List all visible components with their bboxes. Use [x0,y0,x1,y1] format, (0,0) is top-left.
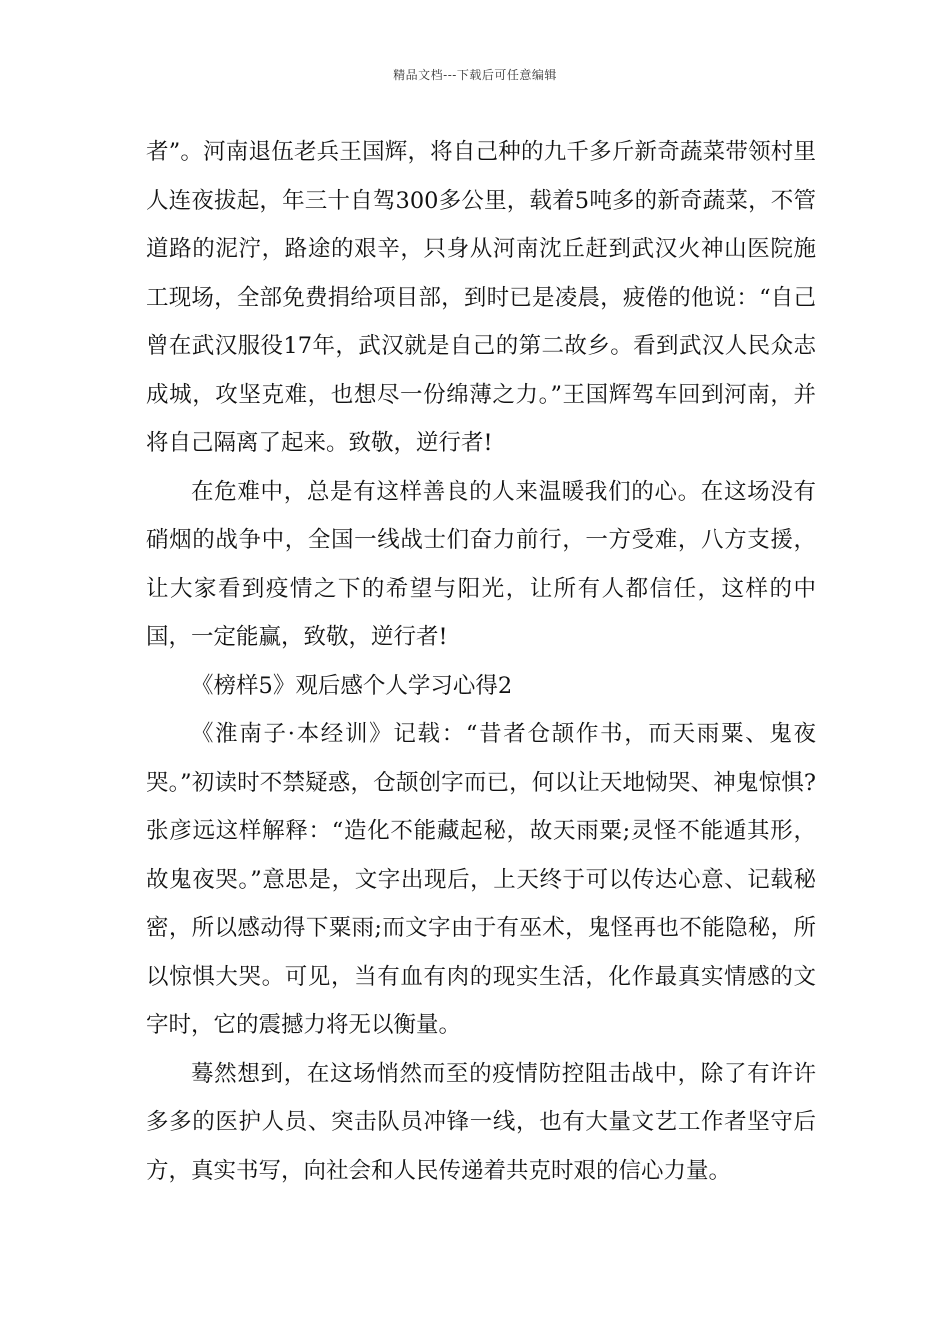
paragraph: 蓦然想到，在这场悄然而至的疫情防控阻击战中，除了有许许多多的医护人员、突击队员冲锋一线，也有大量文艺工作者坚守后方，真实书写，向社会和人民传递着共克时艰的信心力量。 [146,1060,816,1184]
header-note: 精品文档---下载后可任意编辑 [393,68,557,82]
paragraph-continuation: 者”。河南退伍老兵王国辉，将自己种的九千多斤新奇蔬菜带领村里人连夜拔起，年三十自驾300多公里，载着5吨多的新奇蔬菜，不管道路的泥泞，路途的艰辛，只身从河南沈丘赶到武汉火神山医院施工现场，全部免费捐给项目部，到时已是凌晨，疲倦的他说：“自己曾在武汉服役17年，武汉就是自己的第二故乡。看到武汉人民众志成城，攻坚克难，也想尽一份绵薄之力。”王国辉驾车回到河南，并将自己隔离了起来。致敬，逆行者! [146,139,816,456]
paragraph: 在危难中，总是有这样善良的人来温暖我们的心。在这场没有硝烟的战争中，全国一线战士们奋力前行，一方受难，八方支援，让大家看到疫情之下的希望与阳光，让所有人都信任，这样的中国，一定能赢，致敬，逆行者! [146,478,816,650]
paragraph: 《淮南子·本经训》记载：“昔者仓颉作书，而天雨粟、鬼夜哭。”初读时不禁疑惑，仓颉创字而已，何以让天地恸哭、神鬼惊惧?张彦远这样解释：“造化不能藏起秘，故天雨粟;灵怪不能遁其形，故鬼夜哭。”意思是，文字出现后，上天终于可以传达心意、记载秘密，所以感动得下粟雨;而文字由于有巫术，鬼怪再也不能隐秘，所以惊惧大哭。可见，当有血有肉的现实生活，化作最真实情感的文字时，它的震撼力将无以衡量。 [146,721,816,1038]
section-title: 《榜样5》观后感个人学习心得2 [191,672,513,699]
body-text [146,128,816,1195]
